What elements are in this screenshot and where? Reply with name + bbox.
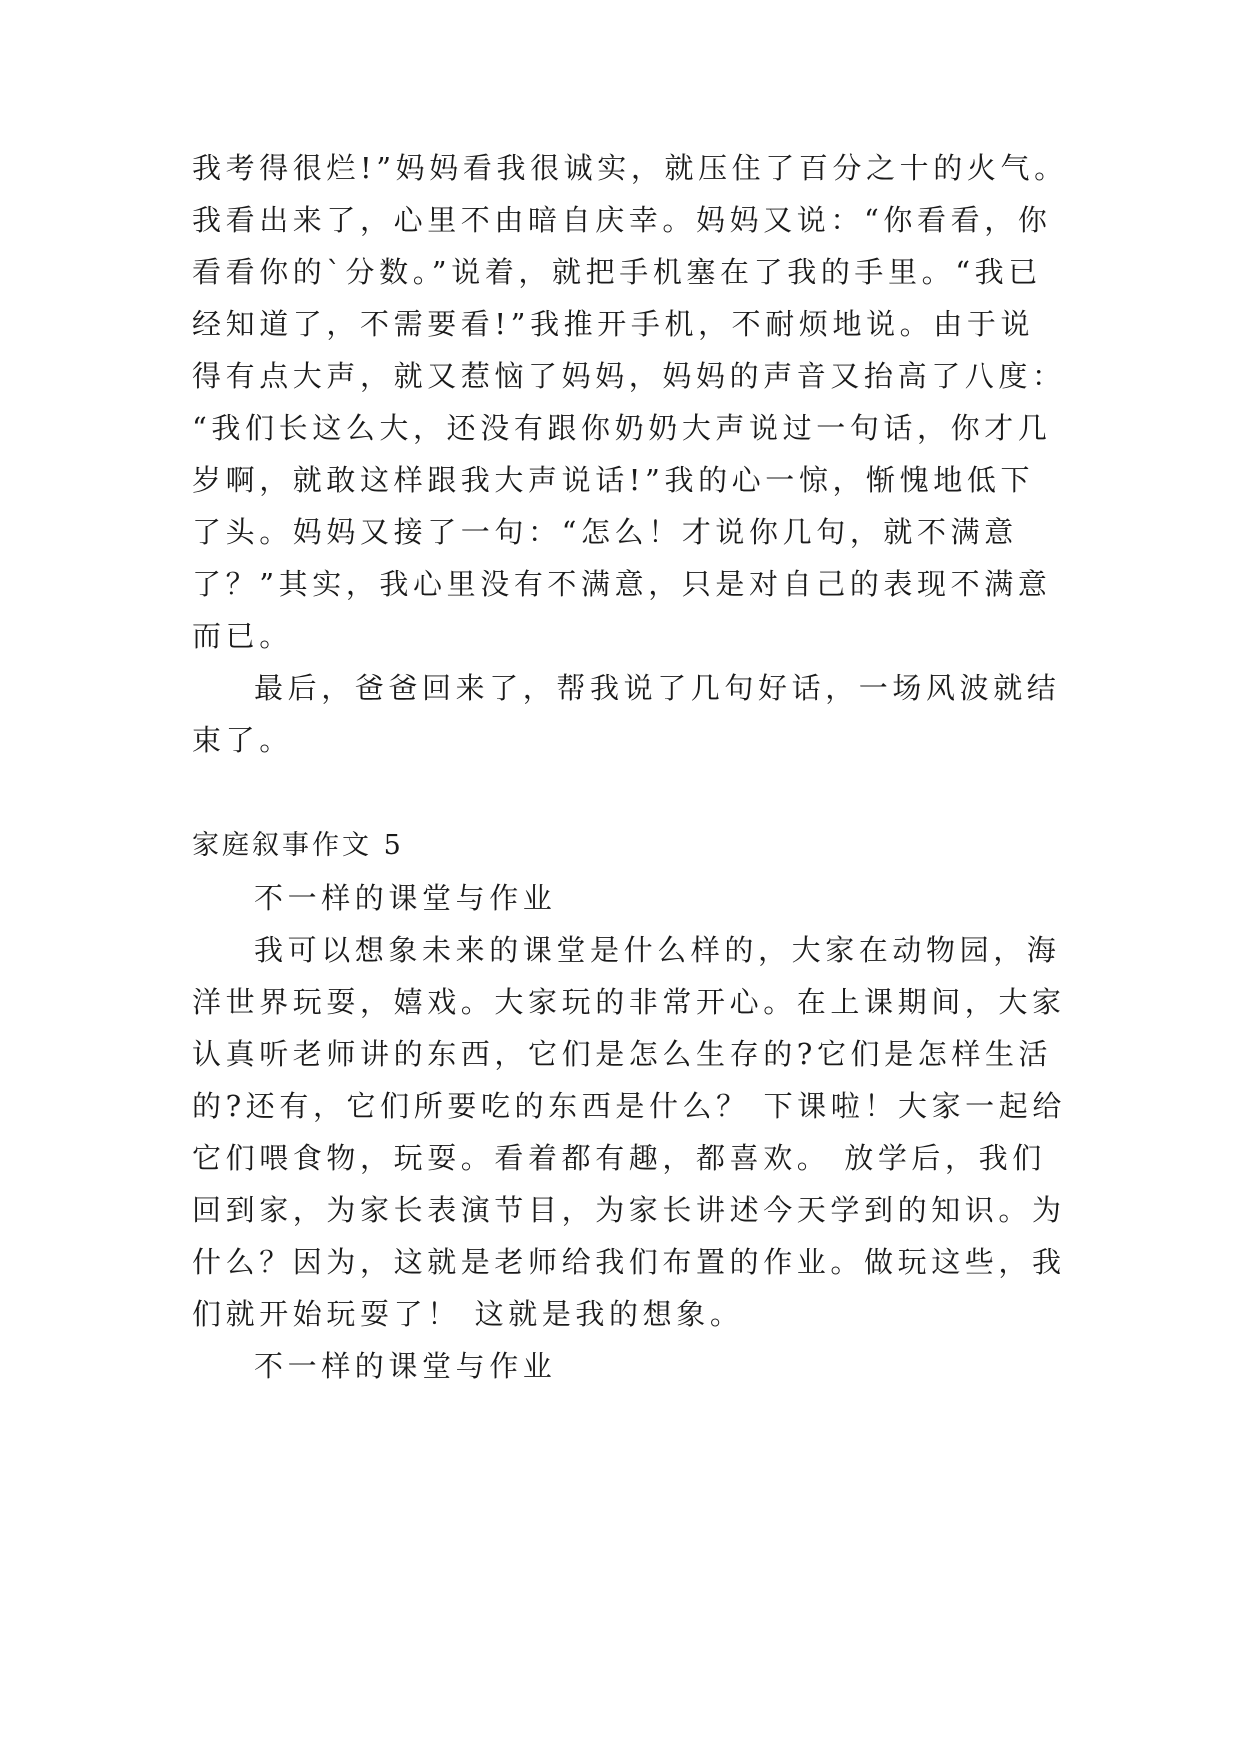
article-subtitle: 不一样的课堂与作业 xyxy=(254,881,557,915)
paragraph-line: 们就开始玩耍了！ 这就是我的想象。 xyxy=(192,1297,744,1331)
section-heading: 家庭叙事作文 5 xyxy=(192,830,404,861)
paragraph-line: 什么？因为，这就是老师给我们布置的作业。做玩这些，我 xyxy=(192,1245,1066,1279)
paragraph-line: 得有点大声，就又惹恼了妈妈，妈妈的声音又抬高了八度： xyxy=(192,359,1066,393)
paragraph-line: 我可以想象未来的课堂是什么样的，大家在动物园，海 xyxy=(254,933,1061,967)
paragraph-line: 而已。 xyxy=(192,619,293,653)
paragraph-line: 了头。妈妈又接了一句：“怎么！才说你几句，就不满意 xyxy=(192,515,1018,549)
paragraph-line: 洋世界玩耍，嬉戏。大家玩的非常开心。在上课期间，大家 xyxy=(192,985,1066,1019)
paragraph-line: “我们长这么大，还没有跟你奶奶大声说过一句话，你才几 xyxy=(192,411,1052,445)
paragraph-line: 认真听老师讲的东西，它们是怎么生存的?它们是怎样生活 xyxy=(192,1037,1053,1071)
paragraph-line: 束了。 xyxy=(192,723,293,757)
paragraph-line: 看看你的`分数。”说着，就把手机塞在了我的手里。“我已 xyxy=(192,255,1042,289)
paragraph-line: 岁啊，就敢这样跟我大声说话!”我的心一惊，惭愧地低下 xyxy=(192,463,1035,497)
paragraph-line: 我看出来了，心里不由暗自庆幸。妈妈又说：“你看看，你 xyxy=(192,203,1052,237)
paragraph-line: 的?还有，它们所要吃的东西是什么？ 下课啦！大家一起给 xyxy=(192,1089,1066,1123)
article-subtitle: 不一样的课堂与作业 xyxy=(254,1349,557,1383)
paragraph-line: 它们喂食物，玩耍。看着都有趣，都喜欢。 放学后，我们 xyxy=(192,1141,1046,1175)
paragraph-line: 经知道了，不需要看!”我推开手机，不耐烦地说。由于说 xyxy=(192,307,1035,341)
paragraph-line: 我考得很烂!”妈妈看我很诚实，就压住了百分之十的火气。 xyxy=(192,151,1068,185)
paragraph-line: 了？”其实，我心里没有不满意，只是对自己的表现不满意 xyxy=(192,567,1052,601)
paragraph-line: 最后，爸爸回来了，帮我说了几句好话，一场风波就结 xyxy=(254,671,1061,705)
paragraph-line: 回到家，为家长表演节目，为家长讲述今天学到的知识。为 xyxy=(192,1193,1066,1227)
